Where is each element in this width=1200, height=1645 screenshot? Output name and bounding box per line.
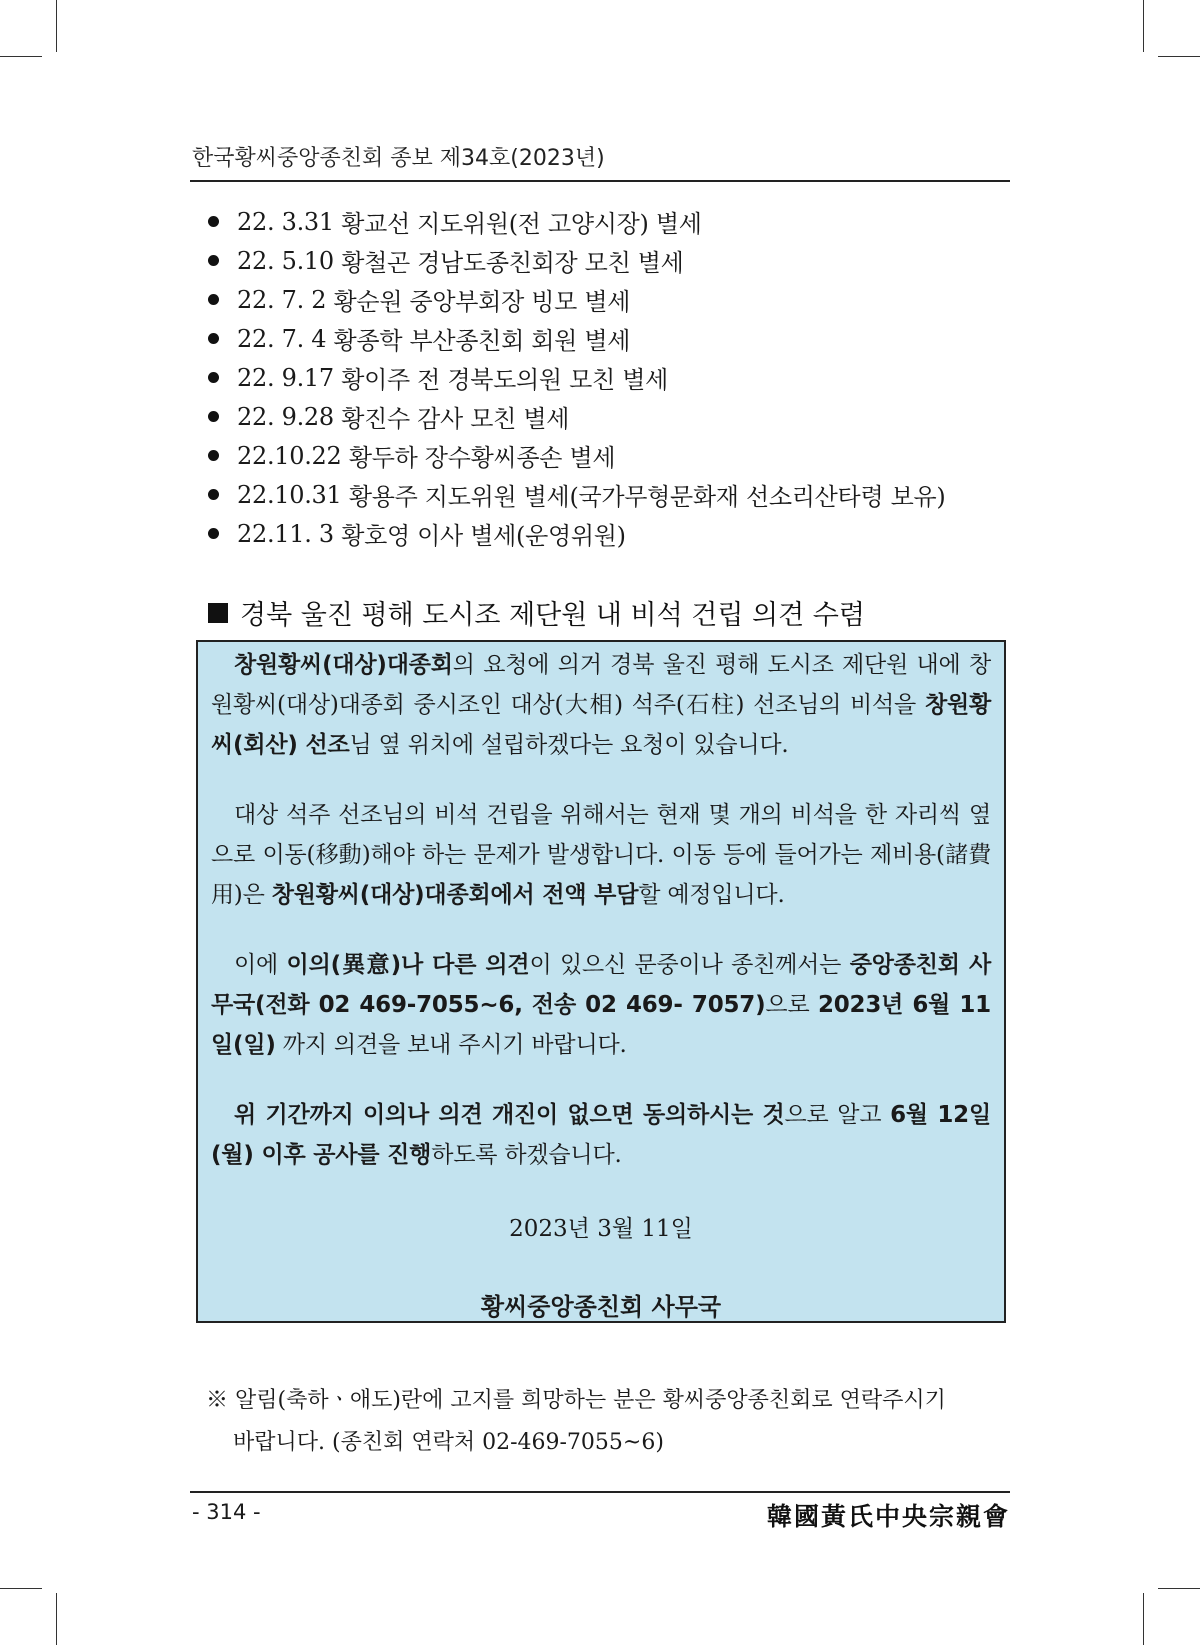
bullet-icon bbox=[208, 528, 219, 539]
item-date: 22. 3.31 bbox=[237, 207, 334, 236]
item-text: 황철곤 경남도종친회장 모친 별세 bbox=[341, 249, 684, 277]
page-number: - 314 - bbox=[192, 1500, 261, 1524]
crop-mark bbox=[1143, 0, 1144, 52]
bold-text: 창원황씨(대상)대종회 bbox=[234, 652, 453, 678]
bold-text: 창원황씨(대상)대종회에서 전액 부담 bbox=[271, 882, 639, 908]
item-date: 22. 5.10 bbox=[237, 246, 334, 275]
bullet-icon bbox=[208, 450, 219, 461]
footer-rule bbox=[190, 1491, 1010, 1493]
bold-text: 이의(異意)나 다른 의견 bbox=[286, 952, 530, 978]
bold-text: 2023년 6월 11일(일) bbox=[211, 992, 991, 1058]
footnote-line: 바랍니다. (종친회 연락처 02-469-7055~6) bbox=[233, 1430, 664, 1455]
bold-text: 위 기간까지 이의나 의견 개진이 없으면 동의하시는 것 bbox=[234, 1102, 785, 1128]
body-text: 할 예정입니다. bbox=[638, 882, 785, 908]
body-text: 으로 알고 bbox=[784, 1102, 891, 1128]
section-heading-text: 경북 울진 평해 도시조 제단원 내 비석 건립 의견 수렴 bbox=[240, 600, 865, 631]
crop-mark bbox=[1158, 56, 1200, 57]
item-text: 황두하 장수황씨종손 별세 bbox=[348, 444, 616, 472]
list-item bbox=[208, 475, 946, 514]
footer-org-logo: 韓國黃氏中央宗親會 bbox=[766, 1502, 1010, 1531]
item-text: 황순원 중앙부회장 빙모 별세 bbox=[333, 288, 631, 316]
list-item bbox=[208, 280, 946, 319]
notice-signature: 황씨중앙종친회 사무국 bbox=[480, 1293, 722, 1321]
notice-paragraph bbox=[211, 945, 991, 1065]
bullet-icon bbox=[208, 255, 219, 266]
bullet-icon bbox=[208, 411, 219, 422]
list-item bbox=[208, 514, 946, 553]
crop-mark bbox=[0, 56, 42, 57]
body-text: 대상 석주 선조님의 비석 건립을 위해서는 현재 몇 개의 비석을 한 자리씩 옆으로 이동(移動)해야 하는 문제가 발생합니다. 이동 등에 들어가는 제비용(諸費用)은 bbox=[211, 802, 991, 908]
notice-paragraph bbox=[211, 1095, 991, 1175]
item-date: 22. 7. 4 bbox=[237, 324, 327, 353]
body-text: 이에 bbox=[234, 952, 287, 978]
bullet-icon bbox=[208, 489, 219, 500]
item-date: 22. 9.17 bbox=[237, 363, 334, 392]
obituary-list bbox=[208, 202, 946, 553]
section-heading bbox=[208, 593, 865, 632]
crop-mark bbox=[0, 1588, 42, 1589]
item-date: 22. 9.28 bbox=[237, 402, 334, 431]
item-date: 22.10.22 bbox=[237, 441, 342, 470]
list-item bbox=[208, 202, 946, 241]
body-text: 하도록 하겠습니다. bbox=[431, 1142, 622, 1168]
list-item bbox=[208, 319, 946, 358]
item-date: 22.10.31 bbox=[237, 480, 342, 509]
body-text: 님 옆 위치에 설립하겠다는 요청이 있습니다. bbox=[349, 732, 789, 758]
item-text: 황이주 전 경북도의원 모친 별세 bbox=[341, 366, 668, 394]
list-item bbox=[208, 241, 946, 280]
item-date: 22. 7. 2 bbox=[237, 285, 327, 314]
notice-paragraph bbox=[211, 645, 991, 765]
list-item bbox=[208, 397, 946, 436]
bullet-icon bbox=[208, 216, 219, 227]
item-text: 황종학 부산종친회 회원 별세 bbox=[333, 327, 631, 355]
item-date: 22.11. 3 bbox=[237, 519, 334, 548]
item-text: 황용주 지도위원 별세(국가무형문화재 선소리산타령 보유) bbox=[348, 483, 946, 511]
crop-mark bbox=[1158, 1588, 1200, 1589]
body-text: 으로 bbox=[765, 992, 818, 1018]
bold-text: 6월 12일(월) 이후 공사를 진행 bbox=[211, 1102, 991, 1168]
bullet-icon bbox=[208, 294, 219, 305]
footnote bbox=[206, 1380, 946, 1464]
bold-text: 중앙종친회 사무국(전화 02 469-7055~6, 전송 02 469- 7057) bbox=[211, 952, 991, 1018]
running-header: 한국황씨중앙종친회 종보 제34호(2023년) bbox=[192, 146, 605, 171]
body-text: 까지 의견을 보내 주시기 바랍니다. bbox=[275, 1032, 627, 1058]
crop-mark bbox=[56, 1593, 57, 1645]
notice-date: 2023년 3월 11일 bbox=[509, 1216, 693, 1242]
square-bullet-icon bbox=[208, 603, 228, 623]
notice-box bbox=[196, 640, 1006, 1323]
body-text: 의 요청에 의거 경북 울진 평해 도시조 제단원 내에 창원황씨(대상)대종회 중시조인 대상(大相) 석주(石柱) 선조님의 비석을 bbox=[211, 652, 991, 718]
item-text: 황교선 지도위원(전 고양시장) 별세 bbox=[341, 210, 702, 238]
footnote-line: ※ 알림(축하ㆍ애도)란에 고지를 희망하는 분은 황씨중앙종친회로 연락주시기 bbox=[206, 1388, 946, 1413]
header-rule bbox=[190, 180, 1010, 182]
list-item bbox=[208, 436, 946, 475]
bullet-icon bbox=[208, 333, 219, 344]
crop-mark bbox=[56, 0, 57, 52]
list-item bbox=[208, 358, 946, 397]
bullet-icon bbox=[208, 372, 219, 383]
notice-paragraph bbox=[211, 795, 991, 915]
body-text: 이 있으신 문중이나 종친께서는 bbox=[529, 952, 850, 978]
item-text: 황진수 감사 모친 별세 bbox=[341, 405, 570, 433]
item-text: 황호영 이사 별세(운영위원) bbox=[341, 522, 626, 550]
bold-text: 창원황씨(회산) 선조 bbox=[211, 692, 991, 758]
crop-mark bbox=[1143, 1593, 1144, 1645]
